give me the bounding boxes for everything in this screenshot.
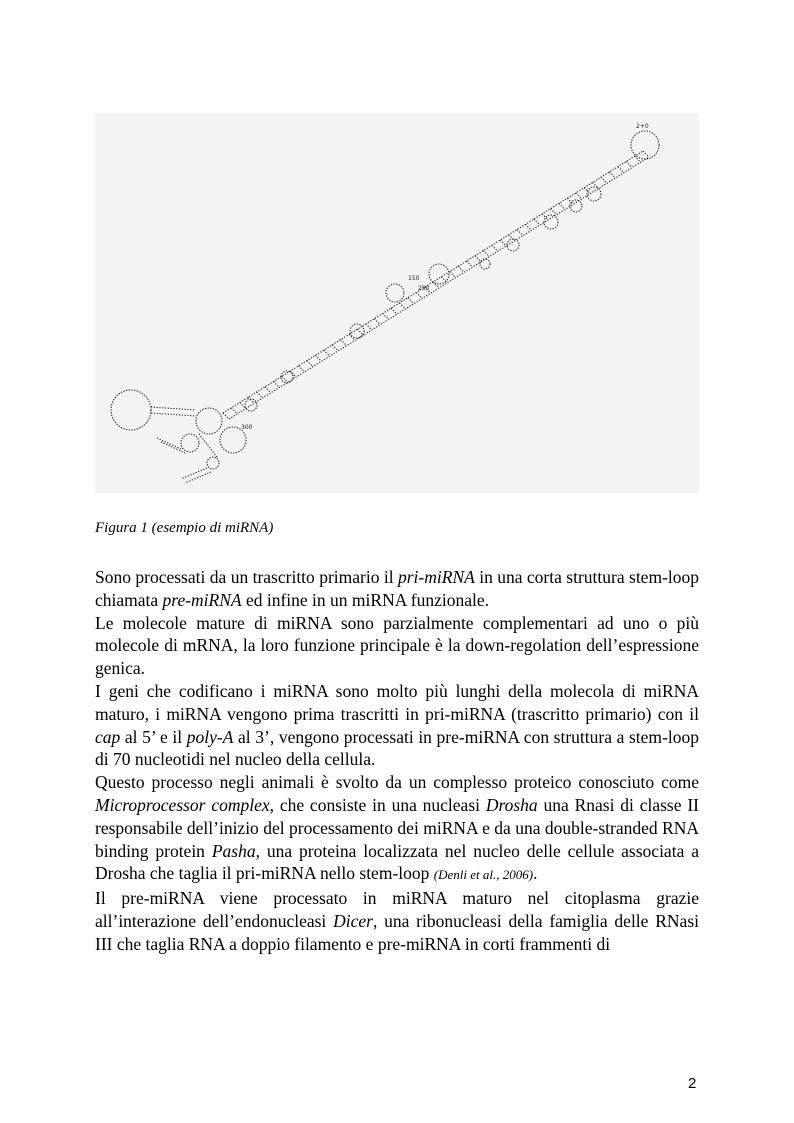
base-pair [525, 224, 531, 230]
base-pair [609, 172, 615, 178]
base-pair [399, 303, 405, 309]
stem-strands [151, 151, 649, 483]
base-pair [374, 319, 380, 325]
term-pasha: Pasha [211, 840, 256, 861]
base-pair [223, 413, 229, 419]
base-pair [626, 161, 632, 167]
term-cap: cap [95, 726, 121, 747]
loops [111, 131, 659, 469]
text-run: I geni che codificano i miRNA sono molto più lunghi della molecola di miRNA maturo, i miRNA vengono prima trascritti in pri-miRNA (trascritto primario) con il [95, 680, 699, 724]
base-pair [248, 397, 254, 403]
base-pair [500, 240, 506, 246]
text-run: Le molecole mature di miRNA sono parzialmente complementari ad uno o più molecole di mRNA, la loro funzione principale è la down-regolation dell’espressione genica. [95, 612, 699, 679]
base-pair [517, 230, 523, 236]
base-pair [341, 340, 347, 346]
base-pair [643, 151, 649, 157]
base-pair [492, 245, 498, 251]
figure-caption: Figura 1 (esempio di miRNA) [95, 520, 274, 536]
base-pair [483, 251, 489, 257]
base-pair [509, 235, 515, 241]
text-run: al 3’, vengono processati in pre-miRNA con struttura a stem-loop di 70 nucleotidi nel nucleo della cellula. [95, 726, 699, 770]
base-pair [383, 313, 389, 319]
loop [480, 259, 490, 269]
page-number: 2 [688, 1075, 697, 1092]
base-pair [332, 345, 338, 351]
term-pri-mirna: pri-miRNA [398, 567, 475, 587]
base-pair [635, 156, 641, 162]
text-run: , che consiste in una nucleasi [269, 794, 486, 815]
text-run: Il pre-miRNA viene processato in miRNA maturo nel citoplasma grazie all’interazione dell’endonucleasi [95, 888, 699, 931]
branch-stem [157, 438, 181, 449]
loop [350, 324, 364, 338]
loop [507, 239, 519, 251]
base-pair [366, 324, 372, 330]
base-pair [265, 387, 271, 393]
base-pair [618, 167, 624, 173]
label-150: 150 [408, 275, 420, 282]
base-pair [567, 198, 573, 204]
citation: (Denli et al., 2006) [433, 867, 534, 883]
text-run: . [533, 863, 538, 884]
branch-stem [151, 407, 196, 410]
base-pair [458, 266, 464, 272]
base-pair [416, 292, 422, 298]
base-pair [534, 219, 540, 225]
branch-stem [199, 434, 217, 457]
paragraph-3 [95, 680, 699, 771]
loop [207, 457, 219, 469]
branch-stem [185, 472, 211, 483]
paragraph-5 [95, 887, 699, 955]
base-pair [299, 366, 305, 372]
base-pair [467, 261, 473, 267]
paragraph-4 [95, 771, 699, 887]
text-run: , una proteina localizzata nel nucleo delle cellule associata a Drosha che taglia il pri-miRNA nello stem-loop [95, 840, 699, 884]
base-pair [450, 272, 456, 278]
paragraph-1 [95, 566, 699, 612]
base-pair [559, 203, 565, 209]
base-pair [551, 209, 557, 215]
base-pair [273, 382, 279, 388]
rna-stem-loop-diagram [95, 113, 699, 493]
loop [587, 187, 601, 201]
label-300: 300 [241, 424, 253, 431]
term-pre-mirna: pre-miRNA [162, 589, 242, 610]
term-poly-a: poly-A [186, 726, 234, 747]
text-run: , una ribonucleasi della famiglia delle RNasi III che taglia RNA a doppio filamento e pre-miRNA in corti frammenti di [95, 910, 699, 954]
text-run: una Rnasi di classe II responsabile dell’inizio del processamento dei miRNA e da una double-stranded RNA binding protein [95, 794, 699, 861]
text-run: in una corta struttura stem-loop chiamata [95, 567, 700, 610]
branch-stem [151, 413, 196, 416]
base-pair [475, 256, 481, 262]
text-run: al 5’ e il [120, 726, 187, 747]
text-run: ed infine in un miRNA funzionale. [241, 589, 489, 610]
term-dicer: Dicer [333, 910, 373, 931]
label-end: 2+0 [636, 123, 649, 130]
label-250: 250 [418, 285, 430, 292]
branch-stem [181, 468, 207, 479]
loop [196, 408, 222, 434]
loop [544, 215, 558, 229]
base-pair [324, 350, 330, 356]
base-pair [593, 182, 599, 188]
base-pair [408, 298, 414, 304]
base-pair [391, 308, 397, 314]
base-pair [576, 193, 582, 199]
base-pair [231, 408, 237, 414]
loop [181, 434, 199, 452]
text-run: Sono processati da un trascritto primario il [95, 567, 398, 587]
base-pair [357, 329, 363, 335]
loop [111, 390, 151, 430]
base-pair [257, 392, 263, 398]
base-pair [307, 361, 313, 367]
loop [386, 284, 404, 302]
loop [631, 131, 659, 159]
base-pair [433, 282, 439, 288]
base-pair [315, 355, 321, 361]
body-text [95, 566, 699, 956]
paragraph-2 [95, 612, 699, 680]
term-microprocessor-complex: Microprocessor complex [95, 794, 270, 815]
text-run: Questo processo negli animali è svolto da un complesso proteico conosciuto come [95, 772, 699, 793]
mirna-structure-figure [95, 113, 699, 493]
base-pair [601, 177, 607, 183]
term-drosha: Drosha [485, 794, 538, 815]
